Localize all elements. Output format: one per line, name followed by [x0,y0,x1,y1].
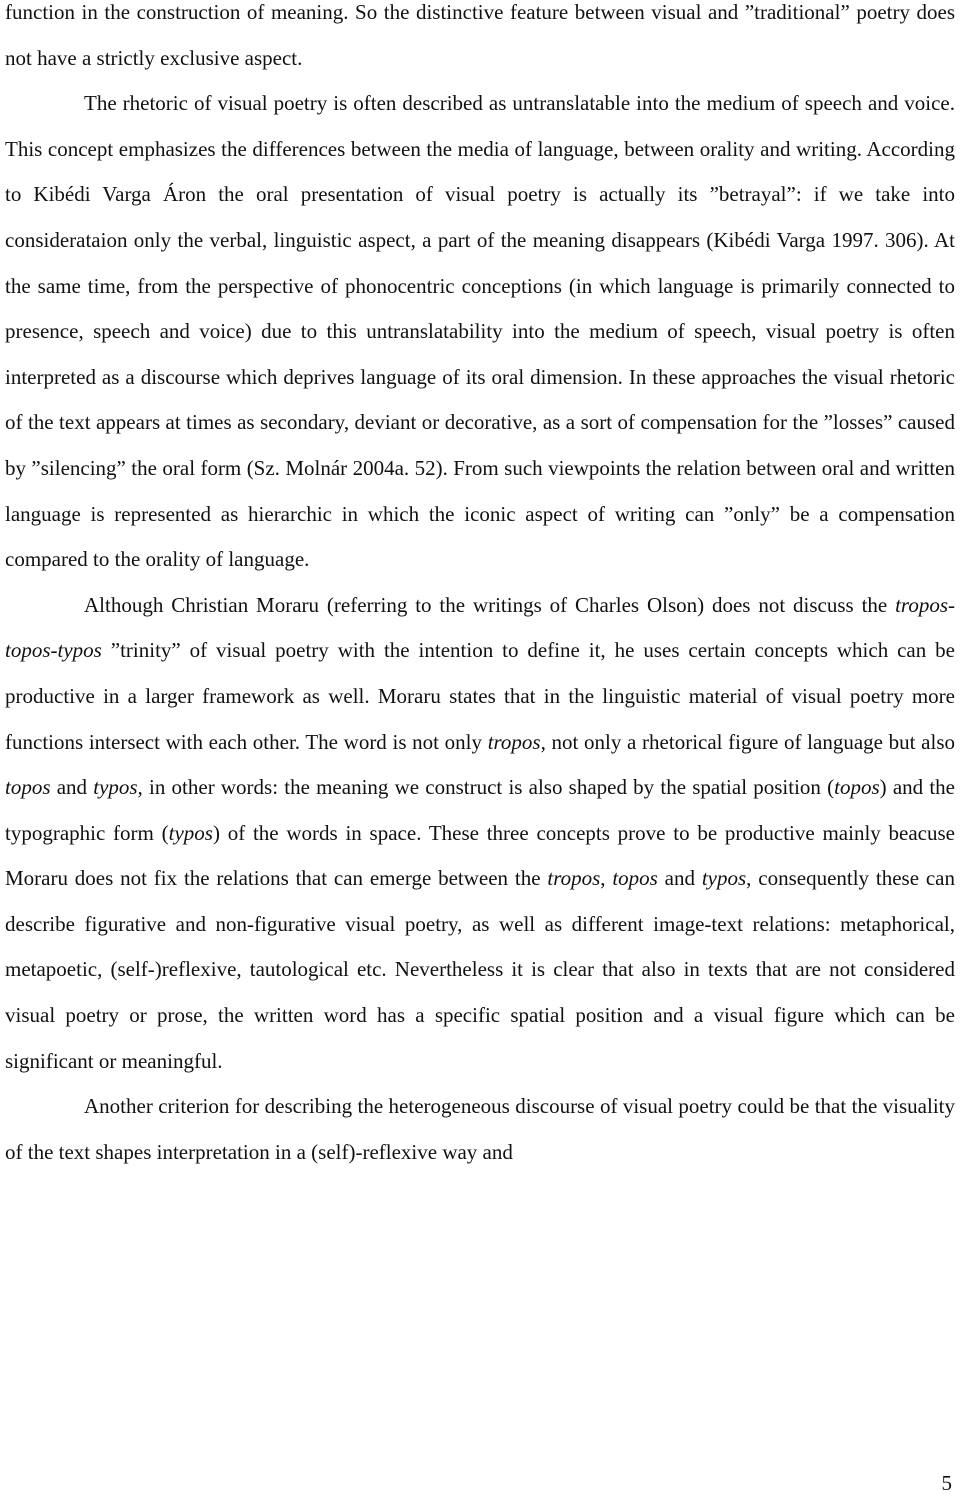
text-run: and [657,866,702,891]
text-run: ) and the typographic form ( [5,775,955,845]
italic-term: tropos-topos-typos [5,592,955,663]
italic-term: typos, [93,775,143,800]
paragraph [5,1084,955,1175]
text-run: function in the construction of meaning. So the distinctive feature between visual and ”traditional” poetry does not have a strictly exclusive aspect. [5,0,955,70]
italic-term: typos [168,820,213,845]
text-run: , consequently these can describe figurative and non-figurative visual poetry, as well as different image-text relations: metaphorical, metapoetic, (self-)reflexive, tautological etc. Nevertheless it is clear that also in texts that are not considered visual poetry or prose, the written word has a specific spatial position and a visual figure which can be significant or meaningful. [5,866,955,1073]
paragraph [5,583,955,1085]
italic-term: typos [701,866,747,891]
paragraph [5,0,955,81]
italic-term: topos [834,775,880,800]
paragraph [5,81,955,583]
text-run: not only a rhetorical figure of language but also [545,729,955,754]
text-run: and [50,775,94,800]
text-run: Another criterion for describing the heterogeneous discourse of visual poetry could be that the visuality of the text shapes interpretation in a (self)-reflexive way and [5,1094,955,1164]
italic-term: tropos [547,866,601,891]
text-run: Although Christian Moraru (referring to the writings of Charles Olson) does not discuss the [84,592,896,617]
text-run: , [600,866,613,891]
text-run: The rhetoric of visual poetry is often described as untranslatable into the medium of speech and voice. This concept emphasizes the differences between the media of language, between orality and writing. According to Kibédi Varga Áron the oral presentation of visual poetry is actually its ”betrayal”: if we take into considerataion only the verbal, linguistic aspect, a part of the meaning disappears (Kibédi Varga 1997. 306). At the same time, from the perspective of phonocentric conceptions (in which language is primarily connected to presence, speech and voice) due to this untranslatability into the medium of speech, visual poetry is often interpreted as a discourse which deprives language of its oral dimension. In these approaches the visual rhetoric of the text appears at times as secondary, deviant or decorative, as a sort of compensation for the ”losses” caused by ”silencing” the oral form (Sz. Molnár 2004a. 52). From such viewpoints the relation between oral and written language is represented as hierarchic in which the iconic aspect of writing can ”only” be a compensation compared to the orality of language. [5,91,955,572]
italic-term: tropos, [487,729,546,754]
body-text [5,0,955,1175]
page-number: 5 [941,1471,952,1495]
italic-term: topos [612,866,658,891]
text-run: in other words: the meaning we construct is also shaped by the spatial position ( [142,775,835,800]
text-run: ”trinity” of visual poetry with the intention to define it, he uses certain concepts which can be productive in a larger framework as well. Moraru states that in the linguistic material of visual poetry more functions intersect with each other. The word is not only [5,638,955,754]
italic-term: topos [5,775,51,800]
text-run: ) of the words in space. These three concepts prove to be productive mainly beacuse Moraru does not fix the relations that can emerge between the [5,820,955,891]
